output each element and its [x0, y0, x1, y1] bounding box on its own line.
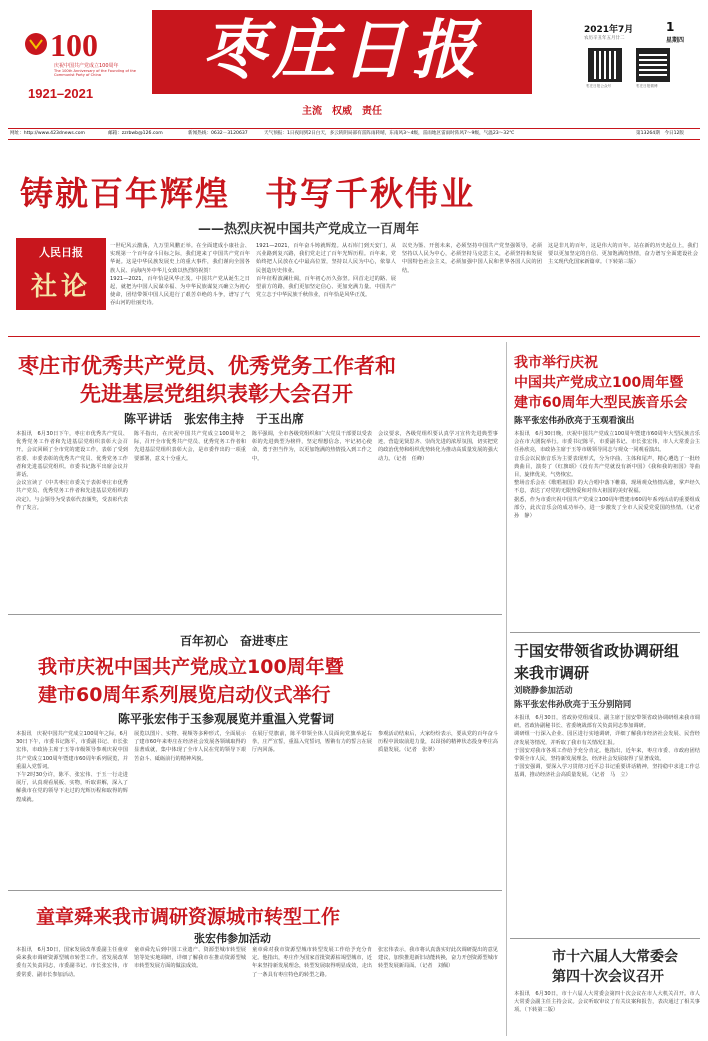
right3-headline-l1: 市十六届人大常委会 — [552, 949, 678, 965]
divider-right2 — [510, 938, 700, 939]
lead-subhead: ——热烈庆祝中国共产党成立一百周年 — [198, 222, 420, 237]
story3-col-1: 本报讯 6月30日，国家发展改革委副主任童章舜来我市调研资源型城市转型工作。省发展改革委有关负责同志，市委副书记、市长张宏伟，市委常委、副市长参加活动。 — [16, 947, 128, 978]
issue-date: 2021年7月 — [584, 25, 634, 35]
story2-headline-l2: 建市60周年系列展览启动仪式举行 — [38, 684, 331, 706]
right2-byline1: 刘晓静参加活动 — [514, 685, 573, 695]
story3-headline: 童章舜来我市调研资源城市转型工作 — [36, 906, 341, 928]
story1-col-2: 陈平指出，在庆祝中国共产党成立100周年之际，召开全市优秀共产党员、优秀党务工作者和先进基层党组织表彰大会，是市委作出的一项重要部署，意义十分重大。 — [134, 431, 246, 462]
right1-body: 本报讯 6月30日晚，庆祝中国共产党成立100周年暨建市60周年大型民族音乐会在市大剧院举行。市委书记陈平，市委副书记、市长张宏伟，市人大常委会主任孙欣亮，市政协主席于玉等市级领导同志与观众一同观看演出。 音乐会以民族音乐为主要表现形式，分为序曲、主体和尾声，精心遴选了一批经典曲目，演奏了《红旗颂》《没有共产党就没有新中国》《我和我的祖国》等曲目，旋律优美，气势恢宏。 整场音乐会在《歌唱祖国》的大合唱中落下帷幕，现场观众热情高涨，掌声经久不息，表达了对党的无限热爱和对伟大祖国的美好祝福。 据悉，作为市委庆祝中国共产党成立100周年暨建市60周年系列活动的重要组成部分，此次音乐会的成功举办，进一步激发了全市人民爱党爱国的热情。（记者 孙 静） — [514, 431, 706, 520]
editorial-logo-top: 人民日报 — [39, 246, 83, 259]
story2-col-3: 在展厅党旗前，陈平带领全体人员面向党旗举起右拳，庄严宣誓，重温入党誓词，铿锵有力的誓言在展厅内回荡。 — [252, 731, 372, 754]
anniversary-caption-cn: 庆祝中国共产党成立100周年 — [54, 63, 119, 69]
story1-col-3: 陈平强调，全市各级党组织和广大党员干部要以受表彰的先进典型为榜样，坚定理想信念，牢记初心使命，勇于担当作为，以更加饱满的热情投入到工作之中。 — [252, 431, 372, 462]
right3-body: 本报讯 6月30日，市十六届人大常委会第四十次会议在市人大机关召开。市人大常委会副主任主持会议。会议听取审议了有关议案和报告，表决通过了相关事项。（下转第二版） — [514, 991, 700, 1014]
story3-col-3: 童章舜对我市资源型城市转型发展工作给予充分肯定。他指出，枣庄作为国家首批资源枯竭型城市，近年来坚持新发展理念，转型发展取得明显成效，走出了一条具有枣庄特色的转型之路。 — [252, 947, 372, 978]
lead-col-1: 一世纪风云激荡，九万里风鹏正举。在全面建成小康社会、实现第一个百年奋斗目标之际，我们迎来了中国共产党百年华诞。这是中华民族发展史上的重大事件，我们谨向全国各族人民、向海内外中华儿女致以热烈的祝贺！ 1921—2021，百年恰是风华正茂。中国共产党从诞生之日起，就把为中国人民谋幸福、为中华民族谋复兴确立为初心使命，团结带领中国人民进行了艰苦卓绝的斗争，谱写了气吞山河的壮丽史诗。 — [110, 243, 250, 307]
right2-body: 本报讯 6月30日，省政协党组成员、副主席于国安带领省政协调研组来我市调研。省政协副秘书长、省委统战部有关负责同志参加调研。 调研组一行深入企业、园区进行实地调研，详细了解我市经济社会发展、民营经济发展等情况，并听取了我市有关情况汇报。 于国安对我市各项工作给予充分肯定。他指出，近年来，枣庄市委、市政府团结带领全市人民，坚持新发展理念，经济社会发展取得了显著成效。 于国安强调，要深入学习贯彻习近平总书记重要讲话精神，坚持稳中求进工作总基调，推动经济社会高质量发展。（记者 马 立） — [514, 715, 700, 779]
right1-headline-l1: 我市举行庆祝 — [514, 355, 598, 371]
editorial-logo — [16, 238, 106, 310]
anniversary-number: 100 — [50, 27, 98, 63]
right2-headline-l2: 来我市调研 — [514, 664, 590, 682]
email-link[interactable]: 邮箱：zzrbwb@126.com — [108, 131, 163, 136]
divider-story1 — [8, 614, 502, 615]
anniversary-caption-en: The 100th Anniversary of the Founding of the Communist Party of China — [54, 69, 136, 78]
masthead-slogans: 主流 权威 责任 — [302, 106, 382, 117]
column-divider — [506, 342, 507, 1036]
story2-kicker: 百年初心 奋进枣庄 — [180, 634, 289, 648]
story3-col-4: 张宏伟表示，我市将认真落实好此次调研提出的意见建议，加快推进新旧动能转换，奋力开创资源型城市转型发展新局面。（记者 刘佩） — [378, 947, 498, 970]
story2-col-2: 展览以图片、实物、视频等多种形式，全面展示了建市60年来枣庄在经济社会发展各领域取得的显著成就，集中体现了全市人民在党的领导下艰苦奋斗、砥砺前行的精神风貌。 — [134, 731, 246, 762]
masthead — [0, 0, 708, 118]
divider-lead — [8, 336, 700, 337]
story2-col-1: 本报讯 庆祝中国共产党成立100周年之际，6月30日下午，市委书记陈平，市委副书记、市长张宏伟，市政协主席于玉等市级领导参观庆祝中国共产党成立100周年暨建市60周年系列展览，并重温入党誓词。 下午2时30分许，陈平、张宏伟、于玉一行走进展厅，认真观看展板、实物，听取讲解，深入了解我市在党的领导下走过的光辉历程和取得的辉煌成就。 — [16, 731, 128, 803]
editorial-logo-bottom: 社论 — [30, 272, 91, 302]
weather-forecast: 天气预报：1日夜间到2日白天，多云转阴局部有雷阵雨转晴，东南风3～4级，雷雨地区雷雨时阵风7～9级，气温23～32℃ — [264, 131, 515, 136]
news-hotline: 新闻热线：0632－3120637 — [188, 131, 248, 136]
qr1-caption: 枣庄日报公众号 — [586, 84, 612, 88]
masthead-title-block — [152, 10, 532, 94]
lead-headline: 铸就百年辉煌 书写千秋伟业 — [20, 174, 475, 213]
right1-byline: 陈平张宏伟孙欣亮于玉观看演出 — [514, 416, 635, 426]
story3-byline: 张宏伟参加活动 — [194, 932, 271, 945]
story1-col-1: 本报讯 6月30日下午，枣庄市优秀共产党员、优秀党务工作者和先进基层党组织表彰大会召开。会议回顾了全市党的建设工作，表彰了受到省委、市委表彰的优秀共产党员、优秀党务工作者和先进基层党组织。市委书记陈平出席会议并讲话。 会议宣读了《中共枣庄市委关于表彰枣庄市优秀共产党员、优秀党务工作者和先进基层党组织的决定》。与会领导为受表彰代表颁奖，受表彰代表作了发言。 — [16, 431, 128, 511]
date-block — [584, 22, 702, 110]
issue-day: 1 — [666, 20, 675, 34]
lead-col-3: 以史为鉴、开创未来，必须坚持中国共产党坚强领导，必须坚持以人民为中心，必须坚持马克思主义，必须坚持和发展中国特色社会主义，必须加强中国人民和世界各国人民的团结。 — [402, 243, 542, 274]
divider-right1 — [510, 632, 700, 633]
qr-code-weibo[interactable] — [636, 48, 670, 82]
story1-col-4: 会议要求，各级党组织要认真学习宣传先进典型事迹，营造见贤思齐、崇尚先进的浓厚氛围，切实把党的政治优势和组织优势转化为推动高质量发展的强大动力。（记者 任峰） — [378, 431, 498, 462]
qr2-caption: 枣庄日报微博 — [636, 84, 658, 88]
divider-story2 — [8, 890, 502, 891]
story1-headline-l2: 先进基层党组织表彰大会召开 — [80, 382, 353, 406]
right1-headline-l2: 中国共产党成立100周年暨 — [514, 375, 684, 391]
lead-col-2: 1921—2021，百年奋斗铸就辉煌。从石库门到天安门，从兴业路到复兴路，我们党走过了百年光辉历程。百年来，党始终把人民放在心中最高位置，坚持以人民为中心，依靠人民创造历史伟业。 百年征程波澜壮阔，百年初心历久弥坚。回首走过的路、展望前方的路，我们更加坚定信心、更加充满力量。中国共产党立志于中华民族千秋伟业，百年恰是风华正茂。 — [256, 243, 396, 299]
story2-col-4: 参观活动结束后，大家纷纷表示，要从党的百年奋斗历程中汲取前进力量，以昂扬的精神状态投身枣庄高质量发展。（记者 张翠） — [378, 731, 498, 754]
issue-lunar: 农历辛丑年五月廿二 — [584, 36, 625, 41]
story1-headline-l1: 枣庄市优秀共产党员、优秀党务工作者和 — [18, 354, 396, 378]
anniversary-logo — [20, 14, 140, 104]
story2-byline: 陈平张宏伟于玉参观展览并重温入党誓词 — [118, 712, 335, 726]
story2-headline-l1: 我市庆祝中国共产党成立100周年暨 — [38, 656, 344, 678]
lead-col-4: 这是非凡的百年，这是伟大的百年。站在新的历史起点上，我们要以更加坚定的自信、更加饱满的热情，奋力谱写全面建设社会主义现代化国家新篇章。（下转第三版） — [548, 243, 698, 266]
right2-byline2: 陈平张宏伟孙欣亮于玉分别陪同 — [514, 699, 632, 709]
issue-weekday: 星期四 — [666, 37, 685, 44]
story1-byline: 陈平讲话 张宏伟主持 于玉出席 — [124, 412, 305, 426]
info-bar — [8, 128, 700, 140]
newspaper-title: 枣庄日报 — [202, 13, 482, 88]
story3-col-2: 童章舜先后到中国工业遗产、资源型城市转型展馆等处实地调研，详细了解我市在推动资源型城市转型发展方面的做法成效。 — [134, 947, 246, 970]
anniversary-years: 1921–2021 — [28, 86, 94, 101]
right2-headline-l1: 于国安带领省政协调研组 — [514, 642, 680, 660]
website-link[interactable]: 网址：http://www.423dnews.com — [10, 131, 86, 136]
issue-number: 第13264期 今日12版 — [636, 131, 685, 136]
right3-headline-l2: 第四十次会议召开 — [552, 969, 664, 985]
right1-headline-l3: 建市60周年大型民族音乐会 — [514, 395, 688, 411]
qr-code-wechat[interactable] — [588, 48, 622, 82]
